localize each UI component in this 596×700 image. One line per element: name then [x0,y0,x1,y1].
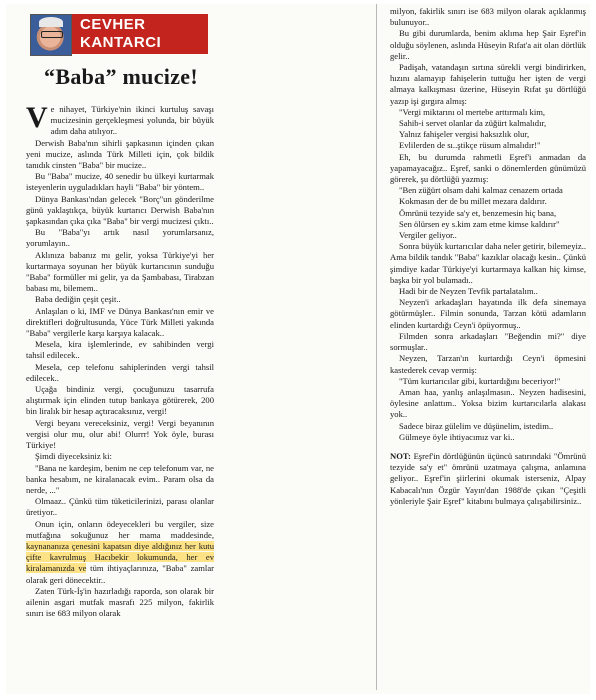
author-last-name: KANTARCI [80,34,162,51]
highlighted-text: kaynananıza çenesini kapatsın diye aldığınız her kutu çifte kavrulmuş Hacıbekir lokumunda, her ev kiralamanızda ve [26,540,214,574]
paragraph: Uçağa bindiniz vergi, çocuğunuzu tasarrufa alıştırmak için elinden tutup bankaya götürerek, 200 bin liralık bir hesap açtıracaksınız, vergi! [26,384,214,417]
paragraph: Vergi beyanı vereceksiniz, vergi! Vergi beyanının vergisi olur mu, olur abi! Olurrr! Yok öyle, burası Türkiye! [26,417,214,451]
column-divider [376,4,377,690]
author-photo [30,14,72,56]
paragraph: Zaten Türk-İş'in hazırladığı raporda, son olarak bir ailenin asgari mutfak masrafı 225 milyon, fakirlik sınırı ise 683 milyon olarak [26,585,214,619]
author-header [26,10,216,54]
paragraph: Aman haa, yanlış anlaşılmasın.. Neyzen hadisesini, öylesine anlattım.. Yoksa bizim kurtarıcılarla alakası yok.. [390,386,586,420]
paragraph: Filmden sonra arkadaşları "Beğendin mi?" diye sormuşlar.. [390,330,586,353]
paragraph: Eh, bu durumda rahmetli Eşref'i anmadan da yapamayacağız.. Eşref, sanki o dönemlerden günümüzü görerek, şu dörtlüğü yazmış: [390,151,586,185]
paragraph: Baba dediğin çeşit çeşit.. [35,294,121,305]
paragraph: Bu "Baba" mucize, 40 senedir bu ülkeyi kurtarmak isteyenlerin uyguladıkları hayli "Baba" bir yöntem.. [26,171,214,193]
paragraph: Neyzen, Tarzan'ın kurtardığı Ceyn'i öpmesini kastederek cevap vermiş: [390,353,586,375]
right-column [390,6,586,507]
paragraph: Sadece biraz gülelim ve düşünelim, istedim.. [399,420,554,431]
note-label: NOT: [390,450,411,461]
drop-cap: V [26,101,48,134]
paragraph: Ve nihayet, Türkiye'nin ikinci kurtuluş savaşı mucizesinin gerçekleşmesi yolunda, bir büyük adım daha atılıyor.. [26,101,214,137]
author-first-name: CEVHER [80,16,146,33]
note-text: Eşref'in dörtlüğünün üçüncü satırındaki "Ömrünü tezyide sa'y et" ömrünü uzatmaya çalışma, anlamına geliyor.. Eşref'in şiirlerini okumak isterseniz, Alpay Kabacalı'nın Özgür Yayın'dan 1988'de çıkan "Çeşitli yönleriyle Şair Eşref" kitabını bulmaya çalışabilirsiniz.. [390,450,586,506]
poem-line: "Ben züğürt olsam dahi kalmaz cenazem ortada [399,185,563,196]
paragraph: Mesela, kira işlemlerinde, ev sahibinden vergi tahsil edilecek.. [26,339,214,361]
paragraph: Neyzen'i arkadaşları hayatında ilk defa sinemaya götürmüşler.. Filmin sonunda, Tarzan kötü adamların elinden kurtardığı Ceyn'i öpüyormuş.. [390,297,586,330]
poem-line: Evlilerden de sı..ştikçe rüsum almalıdır!" [399,140,541,151]
poem-line: "Vergi miktarını ol mertebe arttırmalı kim, [399,106,546,117]
paragraph: milyon, fakirlik sınırı ise 683 milyon olarak açıklanmış bulunuyor.. [390,6,586,28]
paragraph: Sonra büyük kurtarıcılar daha neler getirir, bilemeyiz.. Ama bildik tandık "Baba" kazıklar olacağı kesin.. Çünkü şimdiye kadar Türkiye'yi kurtarmaya kalkan hiç kimse, başka bir yol bulamadı.. [390,241,586,285]
left-column [26,101,214,619]
paragraph: Mesela, cep telefonu sahiplerinden vergi tahsil edilecek.. [26,361,214,383]
poem-line: Kokmasın der de bu millet mezara daldırır. [399,196,547,207]
paragraph: Şimdi diyeceksiniz ki: [35,451,112,462]
paragraph: Vergiler geliyor.. [399,230,457,241]
paragraph: "Tüm kurtarıcılar gibi, kurtardığını beceriyor!" [399,375,561,386]
poem-line: Yalnız fahişeler vergisi haksızlık olur, [399,129,530,140]
poem-line: Sahib-i servet olanlar da züğürt kalmalıdır, [399,118,547,129]
note-paragraph [390,451,586,507]
paragraph: Gülmeye öyle ihtiyacımız var ki.. [399,431,515,442]
paragraph: Aklınıza babanız mı gelir, yoksa Türkiye'yi her kurtarmaya soyunan her büyük kurtarıcının sunduğu "Baba" formüller mi gelir, ya da Şambabası, Tirabzan babası mı, bilemem.. [26,249,214,294]
paragraph: Bu "Baba"yı artık nasıl yorumlarsanız, yorumlayın.. [26,227,214,249]
paragraph: Olmaaz.. Çünkü tüm tüketicilerinizi, parası olanlar üretiyor.. [26,496,214,518]
poem-line: Ömrünü tezyide sa'y et, benzemesin hiç bana, [399,207,557,218]
paragraph: "Bana ne kardeşim, benim ne cep telefonum var, ne banka hesabım, ne kiralanacak evim.. Param olsa da nerde, ..." [26,462,214,495]
paragraph: Bu gibi durumlarda, benim aklıma hep Şair Eşref'in olduğu söylenen, aslında Hüseyin Rıfat'a ait olan dörtlük gelir.. [390,28,586,61]
poem-line: Sen ölürsen ey s.kim zam etme kimse kaldırır" [399,218,560,229]
paragraph: Dünya Bankası'ndan gelecek "Borç"un gönderilme günü yaklaştıkça, büyük kurtarıcı Derwish Baba'nın şapkasından çıka çıka "Baba" bir vergi mucizesi çıktı.. [26,193,214,227]
newspaper-page [6,4,590,694]
author-name-block [72,14,208,54]
paragraph: Anlaşılan o ki, IMF ve Dünya Bankası'nın emir ve direktifleri doğrultusunda, Yüce Türk Milleti yakında "Baba" vergilerle karşı karşıya kalacak.. [26,305,214,339]
paragraph: Hadi bir de Neyzen Tevfik partalatalım.. [399,286,538,297]
paragraph: Derwish Baba'nın sihirli şapkasının içinden çıkan yeni mucize, aslında Türk Milleti için, çok bildik tanıdık cinsten "Baba" bir mucize.. [26,137,214,171]
article-title: “Baba” mucize! [44,64,198,89]
paragraph: Padişah, vatandaşın sırtına sürekli vergi bindirirken, hızını alamayıp fahişelerin tuttuğu her işten de vergi almaya kalkışması üzerine, Hüseyin Rıfat şu dörtlüğü yazıp işi gırgıra almış: [390,62,586,106]
highlighted-paragraph: Onun için, onların ödeyecekleri bu vergiler, size mutfağına sokuğunuz her mama maddesinde, kaynananıza çenesini kapatsın diye aldığınız her kutu çifte kavrulmuş Hacıbekir lokumunda, her ev kiralamanızda ve tüm ihtiyaçlarınıza, "Baba" zamlar olarak geri dönecektir.. [26,518,214,585]
